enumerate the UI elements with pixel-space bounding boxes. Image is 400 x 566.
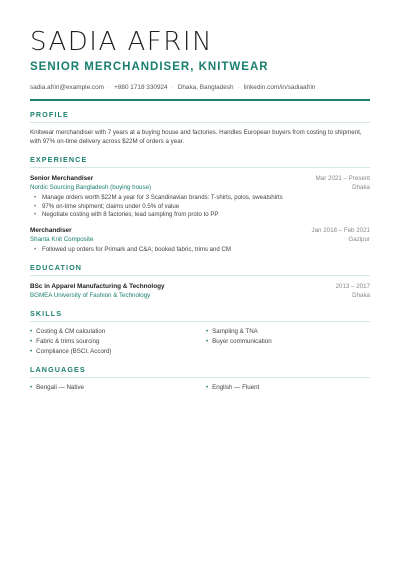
skills-section [30,309,370,356]
job-entry [30,174,370,220]
job-location: Gazipur [348,235,370,243]
skill-item: • Costing & CM calculation [30,328,106,336]
language-item: • English — Fluent [206,384,260,392]
school: BGMEA University of Fashion & Technology [30,292,151,300]
section-divider [30,377,370,378]
job-role: Merchandiser [30,226,72,234]
job-bullet: • Followed up orders for Primark and C&A; booked fabric, trims and CM [34,245,231,253]
job-bullet: • Manage orders worth $22M a year for 3 Scandinavian brands: T-shirts, polos, sweatshirts [34,194,283,201]
job-dates: Mar 2021 – Present [315,175,370,182]
education-entry [30,282,370,300]
job-organization: Nordic Sourcing Bangladesh (buying house) [30,184,152,191]
job-location: Dhaka [352,184,370,191]
education-dates: 2013 – 2017 [335,283,370,291]
job-entry [30,226,370,255]
skill-item: • Compliance (BSCI, Accord) [30,348,112,356]
section-title: EXPERIENCE [30,155,88,164]
contact-separator: · [171,84,174,91]
skill-item: • Fabric & trims sourcing [30,338,100,346]
profile-text: Knitwear merchandiser with 7 years at a buying house and factories. Handles European buyers from costing to shipment, with 97% on-time delivery across $22M of orders a year. [30,129,362,145]
section-title: SKILLS [30,309,63,319]
section-title: EDUCATION [30,263,83,273]
profile-section [30,110,370,146]
contact-separator: · [107,84,111,91]
skill-item: • Sampling & TNA [206,328,258,336]
languages-section [30,365,370,392]
language-item: • Bengali — Native [30,384,84,392]
job-dates: Jan 2018 – Feb 2021 [311,226,370,234]
header-rule [30,99,370,101]
job-bullet: • 97% on-time shipment; claims under 0.5% of value [34,202,180,210]
section-title: PROFILE [30,110,69,119]
section-divider [30,167,370,168]
degree: BSc in Apparel Manufacturing & Technology [30,283,165,291]
job-title: SENIOR MERCHANDISER, KNITWEAR [30,61,269,73]
section-divider [30,122,370,123]
section-title: LANGUAGES [30,365,86,375]
experience-section [30,155,370,254]
contact-email[interactable]: sadia.afrin@example.com [30,84,104,91]
job-role: Senior Merchandiser [30,175,94,182]
contact-location: Dhaka, Bangladesh [177,84,234,91]
job-bullet: • Negotiate costing with 8 factories; lead sampling from proto to PP [34,211,219,219]
contact-line [30,83,370,92]
section-divider [30,275,370,276]
contact-separator: · [237,84,240,91]
job-organization: Shanta Knit Composite [30,235,94,243]
education-section [30,263,370,300]
contact-linkedin[interactable]: linkedin.com/in/sadiaafrin [243,84,316,91]
person-name: SADIA AFRIN [30,27,213,57]
section-divider [30,321,370,322]
education-location: Dhaka [352,292,370,300]
contact-phone[interactable]: +880 1718 330924 [114,84,168,91]
skill-item: • Buyer communication [206,338,272,346]
